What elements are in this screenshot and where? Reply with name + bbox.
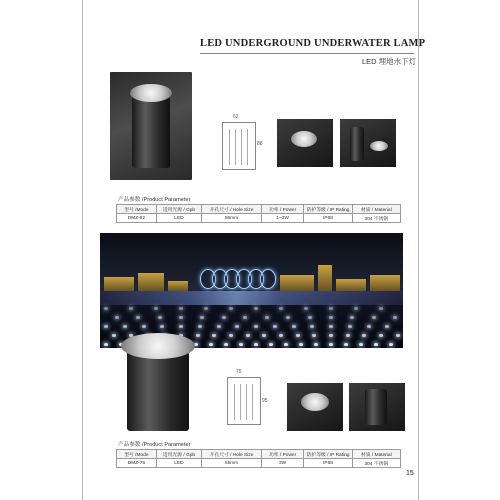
ground-light: [129, 307, 133, 310]
lamp-body: [132, 94, 170, 168]
lamp-cap: [301, 393, 329, 411]
ground-light: [359, 343, 363, 346]
table-header-cell: 型号 /Mode: [117, 205, 157, 214]
ground-light: [142, 325, 146, 328]
ground-light: [224, 343, 228, 346]
table-cell: 3W: [261, 459, 304, 468]
dimension-diagram-dmz-75: [227, 377, 261, 425]
ground-light: [304, 307, 308, 310]
ground-light: [310, 325, 314, 328]
ground-light: [265, 316, 269, 319]
ground-light: [379, 307, 383, 310]
ground-light: [367, 325, 371, 328]
diagram-height-label: 88: [257, 141, 263, 147]
ground-light: [279, 334, 283, 337]
lamp-cap: [370, 141, 388, 151]
ground-light: [286, 316, 290, 319]
table-header-cell: 适用光源 / Gpb: [156, 450, 201, 459]
table-cell: 1~3W: [261, 214, 304, 223]
ground-light: [115, 316, 119, 319]
spec-table-dmz-75: [116, 449, 401, 468]
ground-light: [393, 316, 397, 319]
product-detail-photo-3: [287, 383, 343, 431]
table-cell: IP68: [304, 459, 352, 468]
ground-light: [254, 325, 258, 328]
diagram-height-label: 95: [262, 398, 268, 404]
table-header-cell: 适用光源 / Gpb: [156, 205, 201, 214]
ground-light: [379, 334, 383, 337]
table-header-cell: 材质 / Material: [352, 205, 400, 214]
ground-light: [154, 307, 158, 310]
table-row: [117, 214, 401, 223]
ground-light: [229, 307, 233, 310]
table-header-cell: 防护等级 / IP Rating: [304, 205, 352, 214]
lamp-body: [365, 389, 387, 425]
ground-light: [254, 343, 258, 346]
night-plaza-photo: [100, 233, 403, 348]
product-detail-photo-2: [340, 119, 396, 167]
ground-light: [104, 307, 108, 310]
ground-light: [198, 325, 202, 328]
ground-light: [314, 343, 318, 346]
ground-light: [385, 325, 389, 328]
ground-light: [284, 343, 288, 346]
ground-light: [104, 343, 108, 346]
table-cell: DMZ-62: [117, 214, 157, 223]
table-cell: DMZ-75: [117, 459, 157, 468]
page-number: 15: [406, 470, 414, 477]
table-row: [117, 459, 401, 468]
lamp-cap: [130, 84, 172, 102]
table-header-cell: 型号 /Mode: [117, 450, 157, 459]
table-header-cell: 防护等级 / IP Rating: [304, 450, 352, 459]
page-title: LED UNDERGROUND UNDERWATER LAMP: [200, 38, 426, 49]
ground-light: [374, 343, 378, 346]
ground-light: [204, 307, 208, 310]
ground-light: [104, 325, 108, 328]
ground-light: [346, 334, 350, 337]
product-parameter-label: 产品参数 /Product Parameter: [118, 197, 191, 203]
table-cell: 304 不锈钢: [352, 459, 400, 468]
ground-light: [200, 316, 204, 319]
dimension-diagram-dmz-62: [222, 122, 256, 170]
product-photo-dmz-62: [110, 72, 192, 180]
ground-light: [196, 334, 200, 337]
lamp-cap: [121, 333, 195, 359]
ground-light: [362, 334, 366, 337]
ground-light: [209, 343, 213, 346]
ground-light: [292, 325, 296, 328]
ground-light: [372, 316, 376, 319]
ground-light: [112, 334, 116, 337]
table-header-row: [117, 205, 401, 214]
ground-light: [239, 343, 243, 346]
ground-light: [329, 343, 333, 346]
ground-light: [273, 325, 277, 328]
ground-light: [246, 334, 250, 337]
ground-light: [254, 307, 258, 310]
table-header-cell: 功率 / Power: [261, 205, 304, 214]
table-cell: LED: [156, 459, 201, 468]
product-detail-photo-4: [349, 383, 405, 431]
product-parameter-label: 产品参数 /Product Parameter: [118, 442, 191, 448]
ground-light: [354, 307, 358, 310]
product-detail-photo-1: [277, 119, 333, 167]
ground-light: [348, 325, 352, 328]
ground-light: [312, 334, 316, 337]
ground-light: [123, 325, 127, 328]
table-cell: 304 不锈钢: [352, 214, 400, 223]
ground-light: [217, 325, 221, 328]
water-reflection: [100, 291, 403, 305]
ground-light: [329, 307, 333, 310]
table-header-row: [117, 450, 401, 459]
spec-table-dmz-62: [116, 204, 401, 223]
illuminated-skyline: [100, 261, 403, 291]
ground-light: [179, 325, 183, 328]
diagram-width-label: 62: [233, 114, 239, 120]
table-header-cell: 功率 / Power: [261, 450, 304, 459]
ground-light: [350, 316, 354, 319]
ground-light: [329, 334, 333, 337]
table-header-cell: 开孔尺寸 / Hole Size: [202, 205, 262, 214]
ground-light: [329, 325, 333, 328]
ground-light: [308, 316, 312, 319]
ground-light: [229, 334, 233, 337]
ground-light: [279, 307, 283, 310]
title-divider: [200, 53, 414, 54]
page-subtitle: LED 埋地水下灯: [362, 57, 417, 66]
ground-light: [296, 334, 300, 337]
table-cell: 56mm: [202, 214, 262, 223]
ground-light: [222, 316, 226, 319]
ground-light: [243, 316, 247, 319]
ground-light: [396, 334, 400, 337]
ground-light: [299, 343, 303, 346]
ground-light: [160, 325, 164, 328]
diagram-width-label: 75: [236, 369, 242, 375]
lamp-cap: [291, 131, 317, 147]
ground-light: [212, 334, 216, 337]
table-cell: IP68: [304, 214, 352, 223]
ground-light: [329, 316, 333, 319]
ground-light: [389, 343, 393, 346]
table-cell: 65mm: [202, 459, 262, 468]
table-cell: LED: [156, 214, 201, 223]
ground-light: [158, 316, 162, 319]
lamp-body: [350, 127, 364, 161]
table-header-cell: 材质 / Material: [352, 450, 400, 459]
ground-light: [136, 316, 140, 319]
ground-light: [235, 325, 239, 328]
ground-light: [269, 343, 273, 346]
table-header-cell: 开孔尺寸 / Hole Size: [202, 450, 262, 459]
ground-light: [179, 316, 183, 319]
ground-light: [179, 307, 183, 310]
ground-light: [262, 334, 266, 337]
ground-light: [344, 343, 348, 346]
